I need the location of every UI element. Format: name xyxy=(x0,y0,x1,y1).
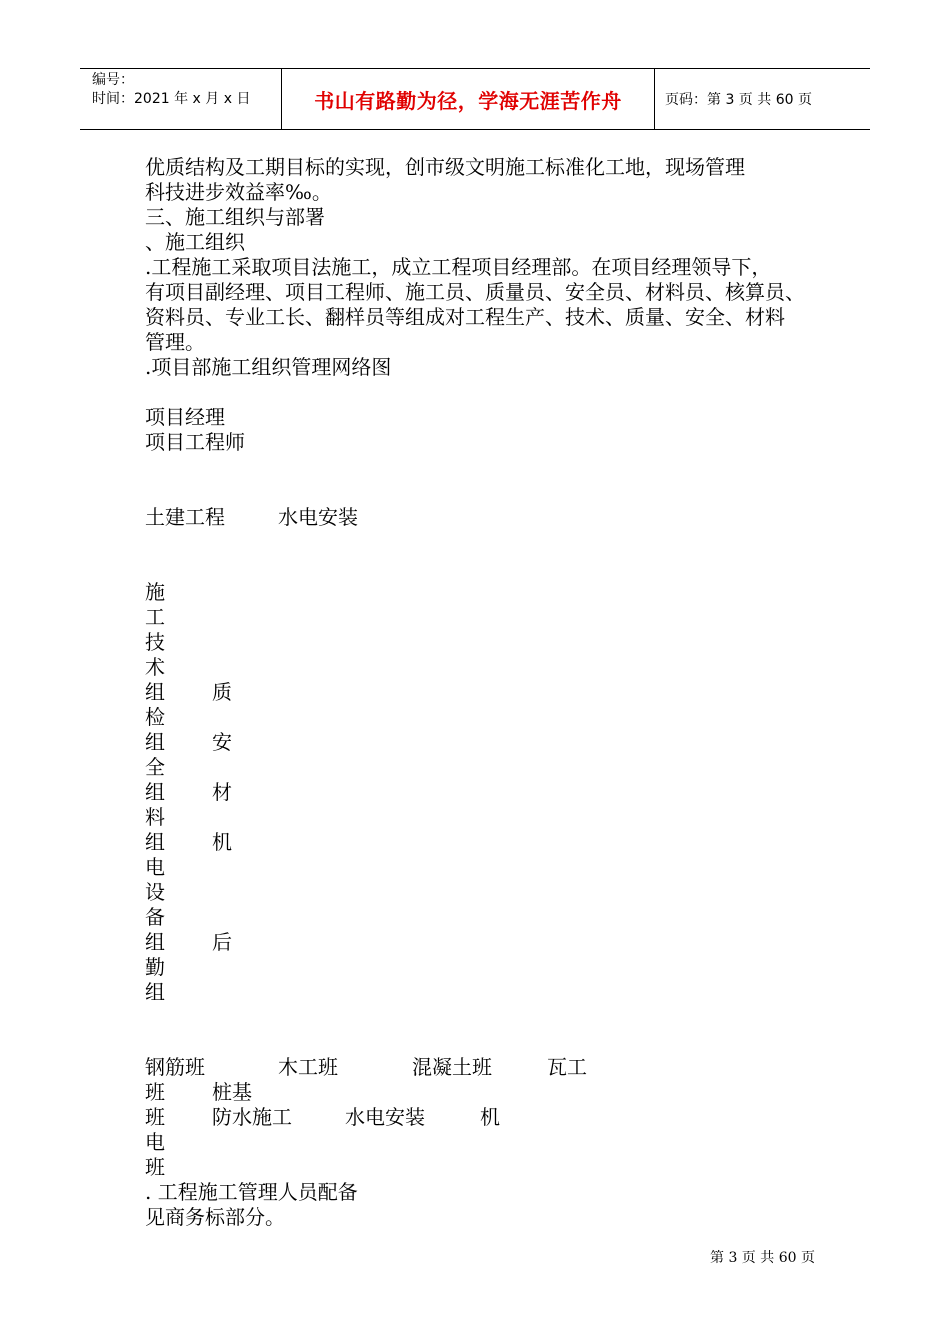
paragraph-line: 科技进步效益率‰。 xyxy=(145,180,332,204)
org-vertical-char: 技 xyxy=(145,630,165,654)
org-node-project-manager: 项目经理 xyxy=(145,405,225,429)
paragraph-line: 优质结构及工期目标的实现，创市级文明施工标准化工地，现场管理 xyxy=(145,155,745,179)
org-vertical-char: 工 xyxy=(145,605,165,629)
org-vertical-char: 设 xyxy=(145,880,165,904)
org-vertical-char: 检 xyxy=(145,705,165,729)
org-vertical-char: 组 xyxy=(145,730,165,754)
org-vertical-char: 组 xyxy=(145,830,165,854)
org-node-civil: 土建工程 xyxy=(145,505,225,529)
document-time-label: 时间：2021 年 x 月 x 日 xyxy=(92,91,251,107)
team-label: 混凝土班 xyxy=(412,1055,492,1079)
header-motto: 书山有路勤为径，学海无涯苦作舟 xyxy=(314,88,622,113)
staff-note: 见商务标部分。 xyxy=(145,1205,285,1229)
team-label: 瓦工 xyxy=(547,1055,587,1079)
team-label: 木工班 xyxy=(278,1055,338,1079)
org-teams xyxy=(145,1055,825,1180)
org-vertical-char: 电 xyxy=(145,855,165,879)
paragraph-line: 资料员、专业工长、翻样员等组成对工程生产、技术、质量、安全、材料 xyxy=(145,305,785,329)
subsection-heading: 、施工组织 xyxy=(145,230,245,254)
org-vertical-char: 组 xyxy=(145,930,165,954)
org-vertical-char: 组 xyxy=(145,780,165,804)
team-label: 水电安装 xyxy=(345,1105,425,1129)
org-vertical-groups xyxy=(145,580,825,1005)
org-vertical-char: 后 xyxy=(212,930,232,954)
org-node-project-engineer: 项目工程师 xyxy=(145,430,245,454)
section-heading: 三、施工组织与部署 xyxy=(145,205,325,229)
org-vertical-char: 施 xyxy=(145,580,165,604)
org-node-water-electric: 水电安装 xyxy=(278,505,358,529)
org-chart-caption: .项目部施工组织管理网络图 xyxy=(145,355,392,379)
org-vertical-char: 材 xyxy=(212,780,232,804)
org-vertical-char: 机 xyxy=(212,830,232,854)
document-number-label: 编号： xyxy=(92,72,134,88)
paragraph-line: .工程施工采取项目法施工，成立工程项目经理部。在项目经理领导下， xyxy=(145,255,772,279)
header-page-cell xyxy=(655,69,870,129)
org-vertical-char: 组 xyxy=(145,980,165,1004)
document-body xyxy=(145,155,825,1230)
team-label: 班 xyxy=(145,1080,165,1104)
paragraph-line: 管理。 xyxy=(145,330,205,354)
staff-heading: . 工程施工管理人员配备 xyxy=(145,1180,358,1204)
team-label: 班 xyxy=(145,1105,165,1129)
org-row-departments xyxy=(145,505,825,530)
org-vertical-char: 备 xyxy=(145,905,165,929)
org-vertical-char: 全 xyxy=(145,755,165,779)
team-label: 班 xyxy=(145,1155,165,1179)
org-vertical-char: 安 xyxy=(212,730,232,754)
team-label: 桩基 xyxy=(212,1080,252,1104)
header-page-number: 页码：第 3 页 共 60 页 xyxy=(665,92,812,108)
org-vertical-char: 术 xyxy=(145,655,165,679)
team-label: 防水施工 xyxy=(212,1105,292,1129)
org-vertical-char: 料 xyxy=(145,805,165,829)
org-vertical-char: 质 xyxy=(212,680,232,704)
page-footer: 第 3 页 共 60 页 xyxy=(710,1250,815,1266)
team-label: 电 xyxy=(145,1130,165,1154)
org-vertical-char: 组 xyxy=(145,680,165,704)
paragraph-line: 有项目副经理、项目工程师、施工员、质量员、安全员、材料员、核算员、 xyxy=(145,280,805,304)
team-label: 机 xyxy=(480,1105,500,1129)
team-label: 钢筋班 xyxy=(145,1055,205,1079)
header-motto-cell xyxy=(282,69,655,129)
org-vertical-char: 勤 xyxy=(145,955,165,979)
header-meta xyxy=(80,69,282,129)
page-header xyxy=(80,68,870,130)
